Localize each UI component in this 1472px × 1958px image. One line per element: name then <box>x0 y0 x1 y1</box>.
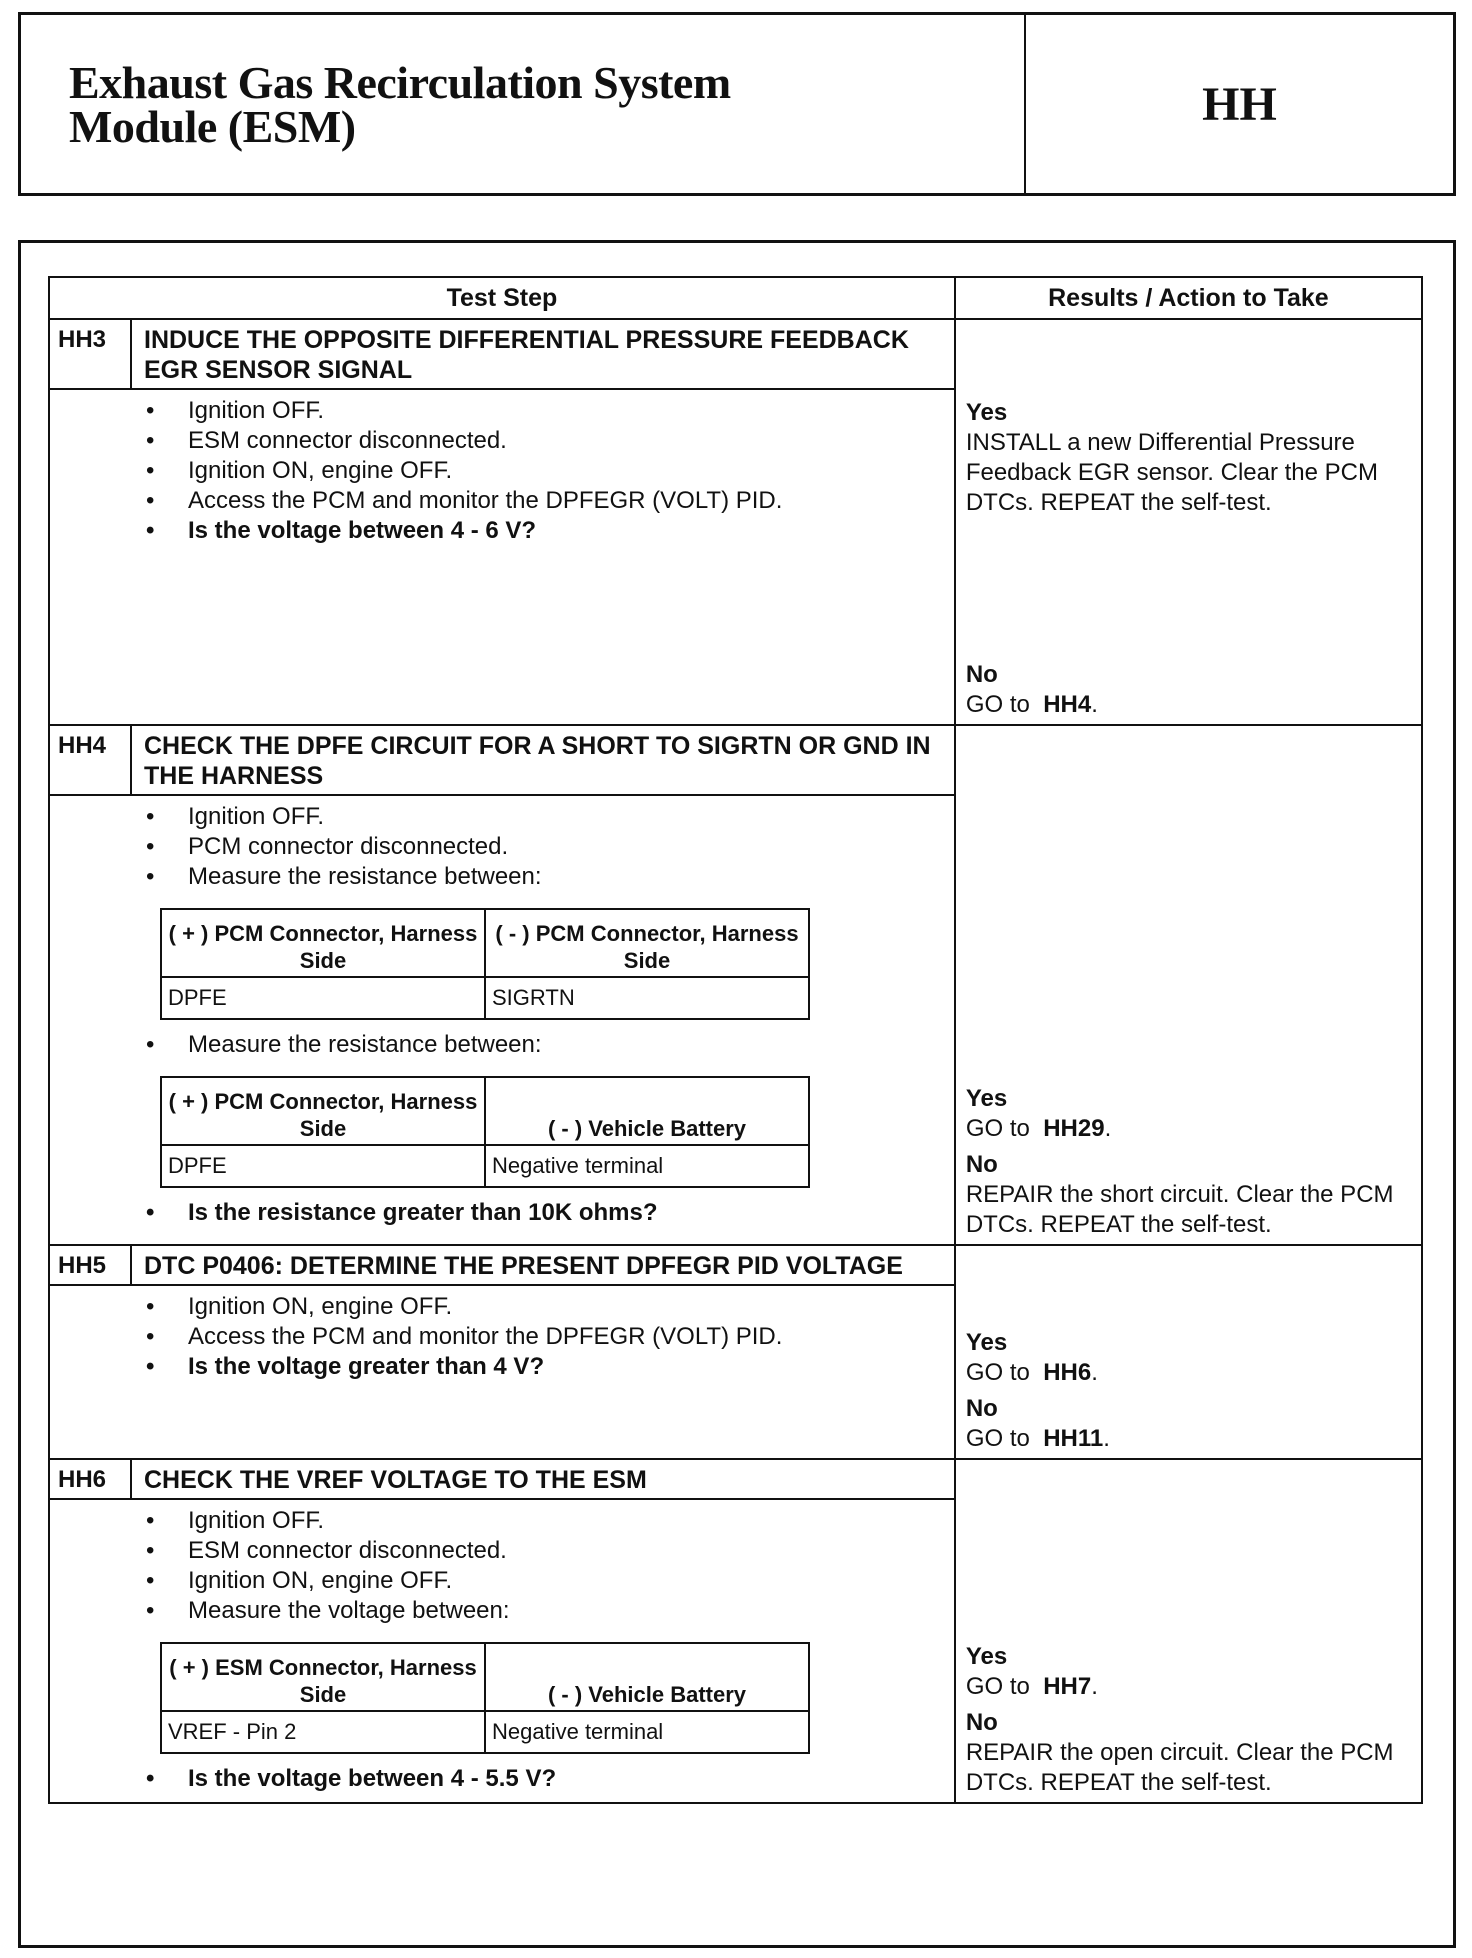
title-line-1: Exhaust Gas Recirculation System <box>69 57 731 108</box>
no-action <box>966 690 1413 720</box>
step-title: CHECK THE DPFE CIRCUIT FOR A SHORT TO SIGRTN OR GND IN THE HARNESS <box>144 732 931 790</box>
no-action <box>966 1424 1413 1454</box>
list-item: • Ignition ON, engine OFF. <box>146 1292 944 1322</box>
title-line-2: Module (ESM) <box>69 101 356 152</box>
no-label: No <box>965 1709 998 1736</box>
yes-action <box>966 1672 1413 1702</box>
list-item-text: Access the PCM and monitor the DPFEGR (VOLT) PID. <box>188 487 783 514</box>
sub-header: ( - ) Vehicle Battery <box>485 1643 809 1711</box>
column-header-test-step: Test Step <box>49 277 955 319</box>
list-item: • Ignition OFF. <box>146 1506 944 1536</box>
goto-link[interactable]: HH6 <box>1043 1359 1092 1386</box>
goto-suffix: . <box>1091 1673 1098 1700</box>
list-item: • Ignition ON, engine OFF. <box>146 1566 944 1596</box>
sub-cell: Negative terminal <box>485 1145 809 1187</box>
table-row <box>49 725 1422 1245</box>
yes-label: Yes <box>965 1643 1008 1670</box>
yes-action <box>966 1358 1413 1388</box>
list-item: • Access the PCM and monitor the DPFEGR (VOLT) PID. <box>146 1322 944 1352</box>
sub-cell: Negative terminal <box>485 1711 809 1753</box>
no-label: No <box>965 661 998 688</box>
table-row <box>49 1245 1422 1459</box>
yes-label: Yes <box>965 1329 1008 1356</box>
results-hh3 <box>955 319 1422 725</box>
list-item: • PCM connector disconnected. <box>146 832 944 862</box>
goto-prefix: GO to <box>965 1425 1030 1452</box>
goto-suffix: . <box>1104 1115 1112 1142</box>
goto-prefix: GO to <box>965 1115 1030 1142</box>
step-number: HH6 <box>50 1460 132 1498</box>
results-hh5 <box>955 1245 1422 1459</box>
step-title: CHECK THE VREF VOLTAGE TO THE ESM <box>144 1466 647 1494</box>
step-instructions-mid <box>146 1030 944 1060</box>
step-number: HH5 <box>50 1246 132 1284</box>
sub-cell: VREF - Pin 2 <box>161 1711 485 1753</box>
step-number: HH4 <box>50 726 132 794</box>
step-instructions <box>146 802 944 892</box>
results-hh4 <box>955 725 1422 1245</box>
table-row <box>49 1459 1422 1803</box>
table-header-row <box>49 277 1422 319</box>
sub-header: ( - ) PCM Connector, Harness Side <box>485 909 809 977</box>
list-item: • ESM connector disconnected. <box>146 426 944 456</box>
sub-cell: SIGRTN <box>485 977 809 1019</box>
list-item: • Ignition OFF. <box>146 802 944 832</box>
sub-header: ( + ) ESM Connector, Harness Side <box>161 1643 485 1711</box>
step-number: HH3 <box>50 320 132 388</box>
no-label: No <box>965 1151 998 1178</box>
step-question-list <box>146 1764 944 1794</box>
list-item: • Ignition OFF. <box>146 396 944 426</box>
sub-cell: DPFE <box>161 1145 485 1187</box>
goto-link[interactable]: HH7 <box>1043 1673 1092 1700</box>
section-code: HH <box>1202 77 1277 131</box>
page-header <box>18 12 1456 196</box>
measurement-table <box>160 908 810 1020</box>
step-instructions <box>146 1292 944 1382</box>
no-action: REPAIR the open circuit. Clear the PCM DTCs. REPEAT the self-test. <box>965 1739 1394 1796</box>
goto-link[interactable]: HH4 <box>1043 691 1092 718</box>
goto-suffix: . <box>1091 1359 1098 1386</box>
goto-suffix: . <box>1091 691 1098 718</box>
column-header-results: Results / Action to Take <box>955 277 1422 319</box>
step-title: DTC P0406: DETERMINE THE PRESENT DPFEGR PID VOLTAGE <box>144 1252 903 1280</box>
no-label: No <box>965 1395 998 1422</box>
sub-cell: DPFE <box>161 977 485 1019</box>
goto-prefix: GO to <box>965 1359 1030 1386</box>
measurement-table <box>160 1076 810 1188</box>
goto-suffix: . <box>1103 1425 1110 1452</box>
test-step-hh6 <box>49 1459 955 1803</box>
measurement-table <box>160 1642 810 1754</box>
list-item: • ESM connector disconnected. <box>146 1536 944 1566</box>
step-question: • Is the voltage between 4 - 6 V? <box>146 516 944 546</box>
test-step-hh4 <box>49 725 955 1245</box>
step-question: • Is the voltage greater than 4 V? <box>146 1352 944 1382</box>
step-question-list <box>146 1198 944 1228</box>
page-title <box>69 57 731 152</box>
goto-link[interactable]: HH11 <box>1043 1425 1104 1452</box>
sub-header: ( + ) PCM Connector, Harness Side <box>161 1077 485 1145</box>
yes-action <box>966 1114 1413 1144</box>
diagnostic-table <box>48 276 1423 1804</box>
no-action: REPAIR the short circuit. Clear the PCM DTCs. REPEAT the self-test. <box>965 1181 1394 1238</box>
sub-header: ( + ) PCM Connector, Harness Side <box>161 909 485 977</box>
list-item: • Measure the voltage between: <box>146 1596 944 1626</box>
list-item: • Ignition ON, engine OFF. <box>146 456 944 486</box>
step-instructions <box>146 1506 944 1626</box>
yes-label: Yes <box>965 1085 1008 1112</box>
list-item <box>146 486 944 516</box>
goto-prefix: GO to <box>965 691 1030 718</box>
sub-header: ( - ) Vehicle Battery <box>485 1077 809 1145</box>
list-item: • Measure the resistance between: <box>146 1030 944 1060</box>
table-row <box>49 319 1422 725</box>
step-instructions <box>146 396 944 546</box>
goto-prefix: GO to <box>965 1673 1030 1700</box>
results-hh6 <box>955 1459 1422 1803</box>
list-item: • Measure the resistance between: <box>146 862 944 892</box>
step-question: • Is the voltage between 4 - 5.5 V? <box>146 1764 944 1794</box>
goto-link[interactable]: HH29 <box>1043 1115 1105 1142</box>
step-question: • Is the resistance greater than 10K ohms? <box>146 1198 944 1228</box>
yes-action: INSTALL a new Differential Pressure Feedback EGR sensor. Clear the PCM DTCs. REPEAT the self-test. <box>965 429 1378 516</box>
step-title: INDUCE THE OPPOSITE DIFFERENTIAL PRESSURE FEEDBACK EGR SENSOR SIGNAL <box>144 326 909 384</box>
test-step-hh3 <box>49 319 955 725</box>
test-step-hh5 <box>49 1245 955 1459</box>
yes-label: Yes <box>965 399 1008 426</box>
